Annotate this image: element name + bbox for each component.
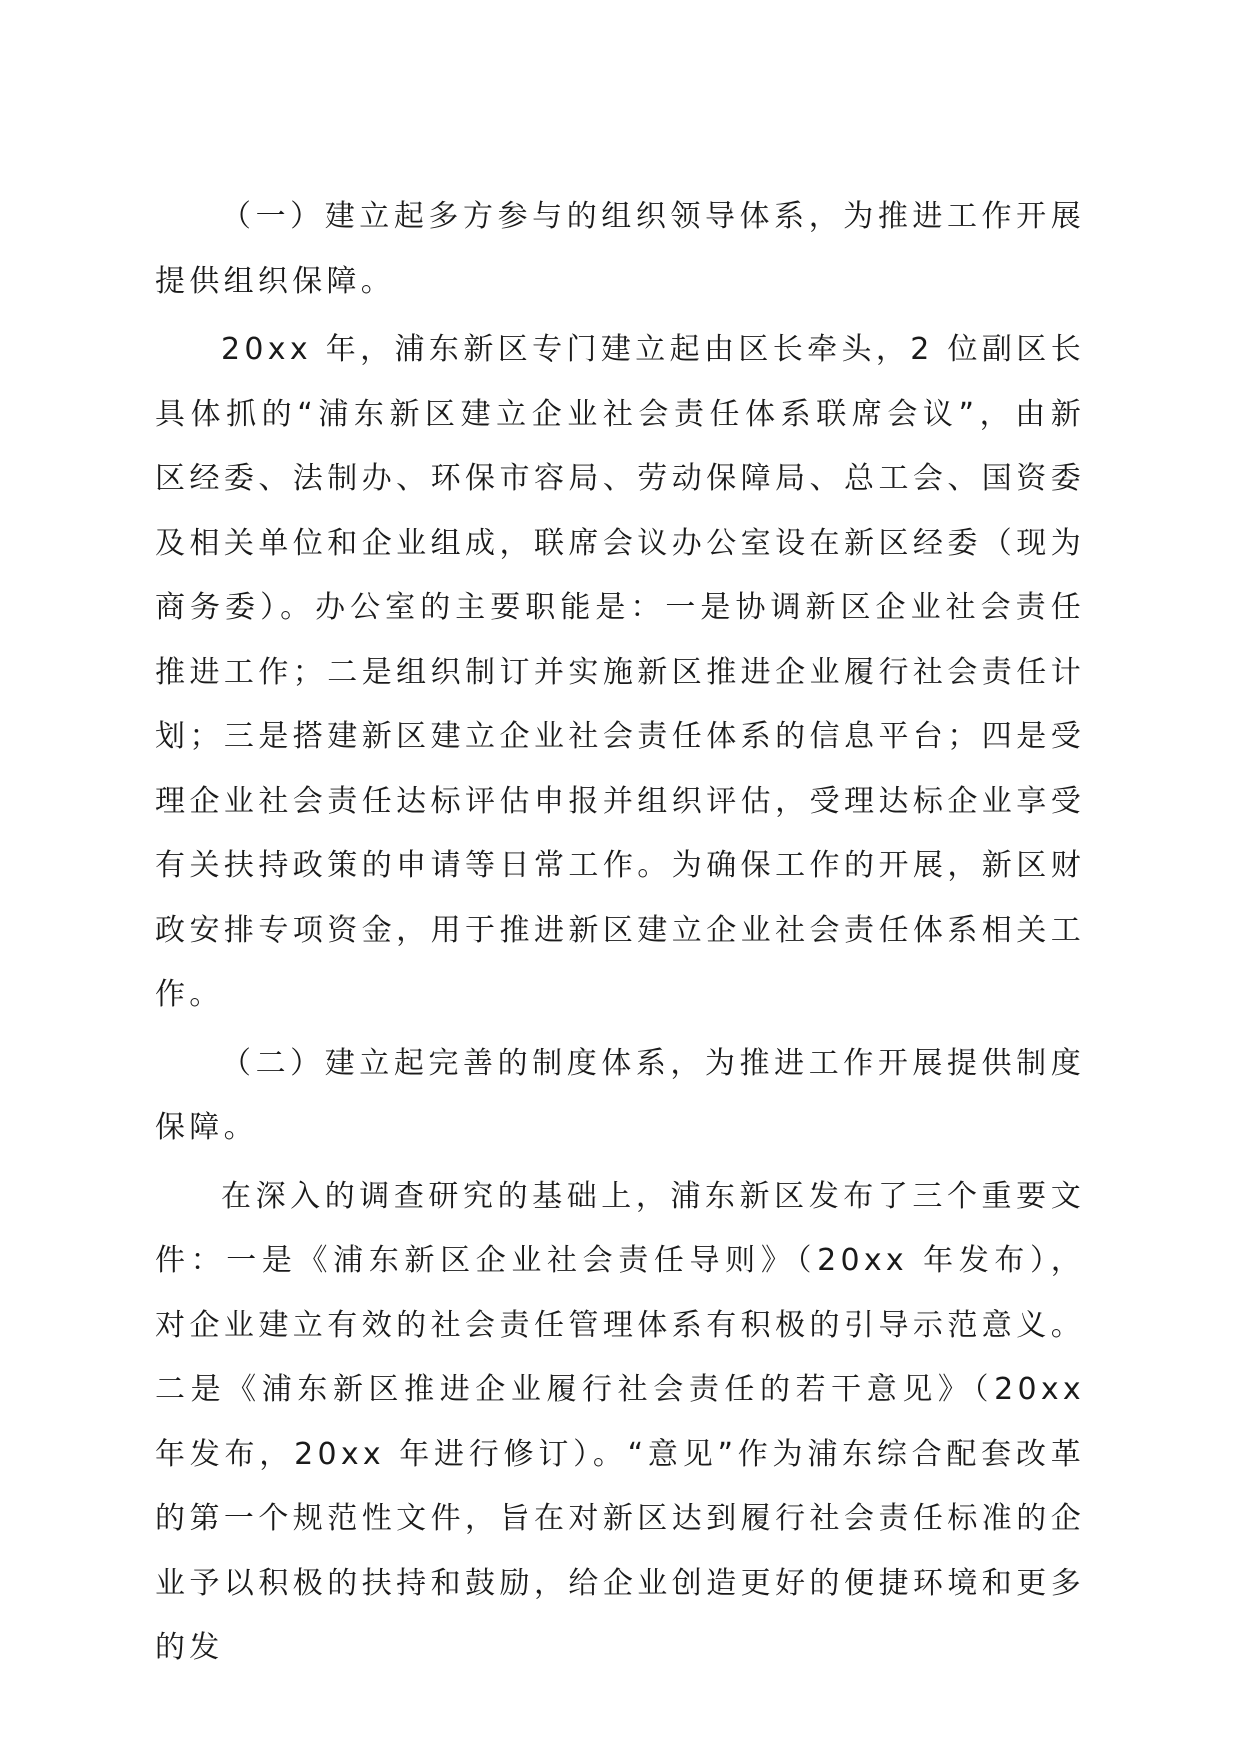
section-heading-2: （二）建立起完善的制度体系，为推进工作开展提供制度保障。 [155, 1045, 1085, 1145]
body-paragraph-1: 20xx 年，浦东新区专门建立起由区长牵头，2 位副区长具体抓的“浦东新区建立企业社会责任体系联席会议”，由新区经委、法制办、环保市容局、劳动保障局、总工会、国资委及相关单位和企业组成，联席会议办公室设在新区经委（现为商务委）。办公室的主要职能是：一是协调新区企业社会责任推进工作；二是组织制订并实施新区推进企业履行社会责任计划；三是搭建新区建立企业社会责任体系的信息平台；四是受理企业社会责任达标评估申报并组织评估，受理达标企业享受有关扶持政策的申请等日常工作。为确保工作的开展，新区财政安排专项资金，用于推进新区建立企业社会责任体系相关工作。 [155, 332, 1085, 1012]
document-body [155, 185, 1085, 1685]
body-paragraph-2: 在深入的调查研究的基础上，浦东新区发布了三个重要文件：一是《浦东新区企业社会责任导则》（20xx 年发布），对企业建立有效的社会责任管理体系有积极的引导示范意义。二是《浦东新区推进企业履行社会责任的若干意见》（20xx 年发布，20xx 年进行修订）。“意见”作为浦东综合配套改革的第一个规范性文件，旨在对新区达到履行社会责任标准的企业予以积极的扶持和鼓励，给企业创造更好的便捷环境和更多的发 [155, 1178, 1085, 1665]
section-heading-1: （一）建立起多方参与的组织领导体系，为推进工作开展提供组织保障。 [155, 199, 1085, 299]
